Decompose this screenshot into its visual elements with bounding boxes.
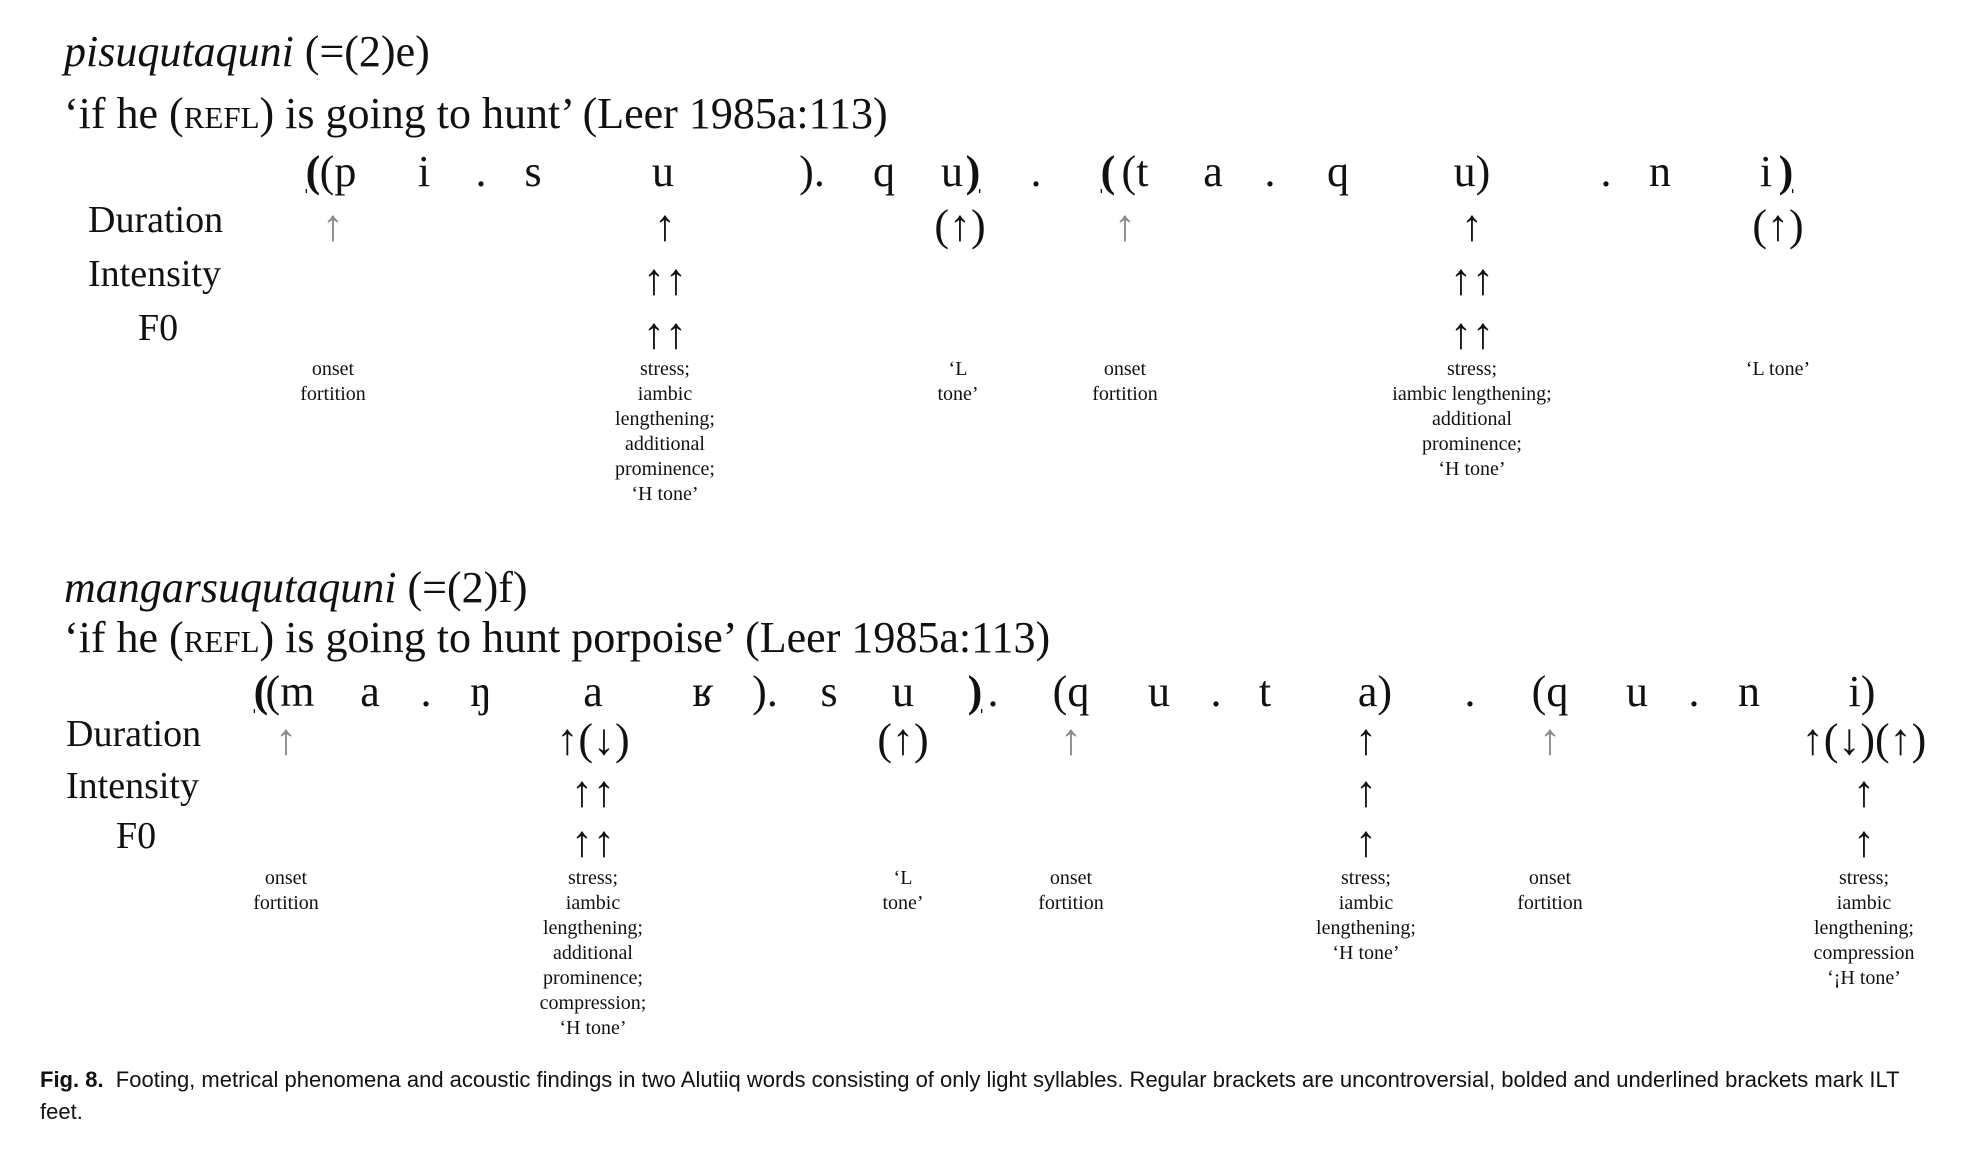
seg: (: [1100, 147, 1116, 196]
f0-arrow: ↑↑: [1450, 309, 1494, 358]
word1-title: [64, 26, 430, 77]
seg: n: [1649, 147, 1671, 196]
note-onset-fortition: onset fortition: [300, 358, 366, 405]
note-onset-fortition: onset fortition: [253, 867, 319, 914]
seg: .: [475, 147, 487, 196]
seg: u: [892, 667, 914, 716]
duration-arrow: ↑: [275, 715, 297, 764]
seg: ): [967, 667, 983, 716]
seg: (p: [319, 147, 357, 196]
seg: i: [1759, 147, 1773, 196]
word1-name: pisuqutaquni: [64, 27, 294, 76]
note-stress: stress; iambic lengthening; additional prominence; ‘H tone’: [1392, 358, 1552, 480]
word1-gloss: [64, 88, 888, 139]
seg: (q: [1052, 667, 1090, 716]
seg: .: [1688, 667, 1700, 716]
seg: n: [1738, 667, 1760, 716]
intensity-arrow: ↑: [1853, 767, 1875, 816]
word1-ref: (=(2)e): [293, 27, 430, 76]
seg: (q: [1531, 667, 1569, 716]
seg: ).: [799, 147, 825, 196]
row-label-f0: F0: [138, 307, 179, 349]
seg: .: [1600, 147, 1612, 196]
word2-title: [64, 562, 528, 613]
duration-arrow: ↑(↓)(↑): [1801, 715, 1927, 764]
word2-gloss-post: ) is going to hunt porpoise’ (Leer 1985a:113): [259, 613, 1051, 662]
seg: u): [1453, 147, 1491, 196]
word2-gloss-refl: refl: [183, 613, 260, 662]
seg: ): [1778, 147, 1794, 196]
seg: (m: [265, 667, 315, 716]
seg: u: [941, 147, 963, 196]
note-stress: stress; iambic lengthening; additional prominence; compression; ‘H tone’: [539, 867, 647, 1039]
duration-arrow: ↑: [1461, 201, 1483, 250]
seg: q: [1327, 147, 1349, 196]
f0-arrow: ↑↑: [643, 309, 687, 358]
intensity-arrow: ↑: [1355, 767, 1377, 816]
row-label-duration: Duration: [88, 199, 224, 241]
word1-gloss-pre: ‘if he (: [64, 89, 184, 138]
word2-name: mangarsuqutaquni: [64, 563, 397, 612]
note-onset-fortition: onset fortition: [1517, 867, 1583, 914]
note-stress: stress; iambic lengthening; compression ‘¡H tone’: [1813, 867, 1915, 989]
f0-arrow: ↑↑: [571, 817, 615, 866]
duration-arrow: ↑: [1060, 715, 1082, 764]
intensity-arrow: ↑↑: [1450, 255, 1494, 304]
duration-arrow: ↑: [654, 201, 676, 250]
duration-arrow: (↑): [1752, 201, 1804, 250]
row-label-intensity: Intensity: [88, 253, 221, 295]
note-onset-fortition: onset fortition: [1092, 358, 1158, 405]
seg: (t: [1121, 147, 1149, 196]
f0-arrow: ↑: [1355, 817, 1377, 866]
word2-ref: (=(2)f): [396, 563, 528, 612]
seg: (: [305, 147, 321, 196]
seg: a: [360, 667, 380, 716]
seg: s: [820, 667, 838, 716]
seg: q: [873, 147, 895, 196]
seg: .: [987, 667, 999, 716]
duration-arrow: ↑: [1114, 201, 1136, 250]
duration-arrow: ↑(↓): [556, 715, 630, 764]
duration-arrow: ↑: [1539, 715, 1561, 764]
seg: s: [524, 147, 542, 196]
note-stress: stress; iambic lengthening; additional prominence; ‘H tone’: [615, 358, 715, 505]
seg: a: [583, 667, 603, 716]
note-l-tone: ‘L tone’: [882, 867, 924, 914]
row-label-intensity: Intensity: [66, 765, 199, 807]
intensity-arrow: ↑↑: [643, 255, 687, 304]
seg: u: [652, 147, 674, 196]
note-l-tone: ‘L tone’: [1745, 358, 1811, 380]
seg: ʁ: [692, 667, 714, 716]
seg: ŋ: [470, 667, 492, 716]
seg: ).: [752, 667, 778, 716]
word2-gloss-pre: ‘if he (: [64, 613, 184, 662]
row-label-f0: F0: [116, 815, 157, 857]
seg: a): [1357, 667, 1393, 716]
intensity-arrow: ↑↑: [571, 767, 615, 816]
seg: i: [417, 147, 431, 196]
seg: .: [420, 667, 432, 716]
row-label-duration: Duration: [66, 713, 202, 755]
seg: .: [1210, 667, 1222, 716]
seg: (: [253, 667, 269, 716]
seg: a: [1203, 147, 1223, 196]
word1-gloss-post: ) is going to hunt’ (Leer 1985a:113): [259, 89, 888, 138]
duration-arrow: ↑: [1355, 715, 1377, 764]
seg: u: [1626, 667, 1648, 716]
seg: i): [1848, 667, 1876, 716]
seg: ): [965, 147, 981, 196]
figure-caption: [40, 1064, 1930, 1128]
seg: .: [1464, 667, 1476, 716]
word2-gloss: [64, 612, 1050, 663]
caption-label: Fig. 8.: [40, 1067, 104, 1092]
duration-arrow: (↑): [934, 201, 986, 250]
note-stress: stress; iambic lengthening; ‘H tone’: [1316, 867, 1416, 964]
caption-text: Footing, metrical phenomena and acoustic findings in two Alutiiq words consisting of only light syllables. Regular brackets are uncontroversial, bolded and underlined brackets mark ILT feet.: [40, 1067, 1900, 1124]
word1-gloss-refl: refl: [183, 89, 260, 138]
seg: u: [1148, 667, 1170, 716]
seg: t: [1258, 667, 1272, 716]
seg: .: [1030, 147, 1042, 196]
seg: .: [1264, 147, 1276, 196]
duration-arrow: (↑): [877, 715, 929, 764]
f0-arrow: ↑: [1853, 817, 1875, 866]
duration-arrow: ↑: [322, 201, 344, 250]
note-l-tone: ‘L tone’: [937, 358, 979, 405]
note-onset-fortition: onset fortition: [1038, 867, 1104, 914]
